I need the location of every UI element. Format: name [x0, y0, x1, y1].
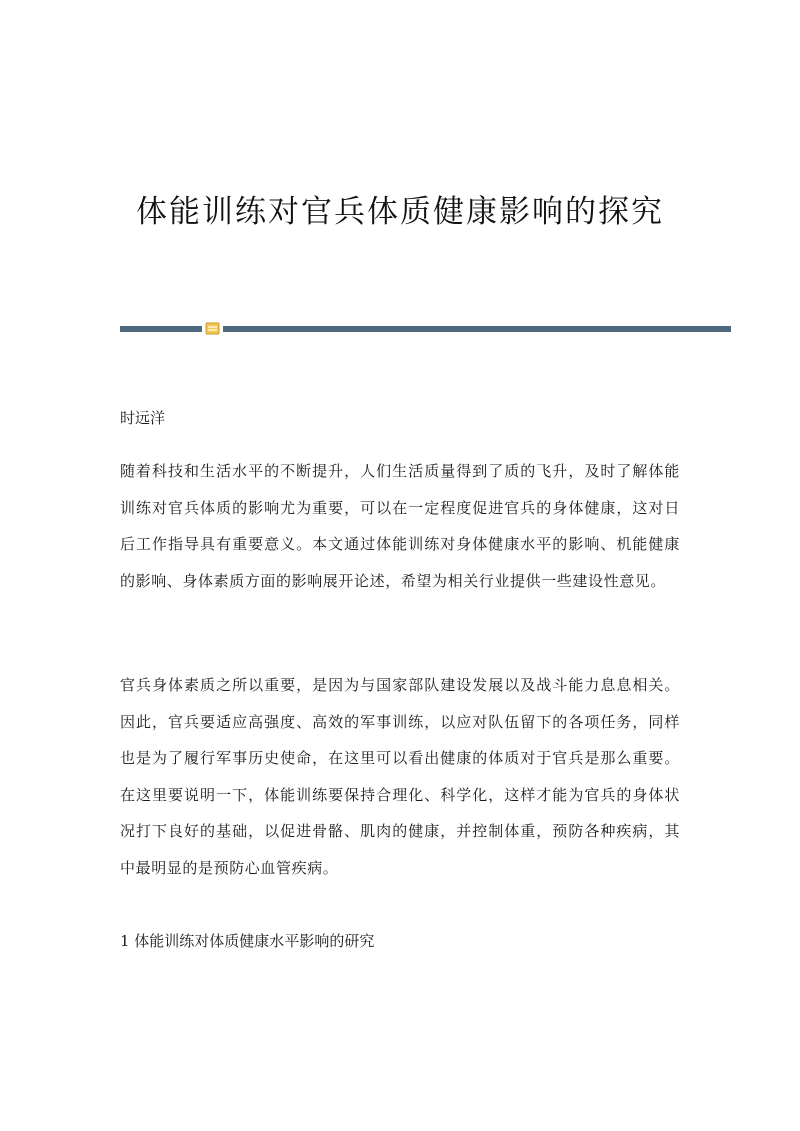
title-divider-left	[120, 326, 202, 332]
document-icon	[205, 322, 220, 335]
section-heading: 1 体能训练对体质健康水平影响的研究	[120, 932, 375, 950]
abstract-paragraph: 随着科技和生活水平的不断提升，人们生活质量得到了质的飞升，及时了解体能训练对官兵体质的影响尤为重要，可以在一定程度促进官兵的身体健康，这对日后工作指导具有重要意义。本文通过体能训练对身体健康水平的影响、机能健康的影响、身体素质方面的影响展开论述，希望为相关行业提供一些建设性意见。	[120, 462, 680, 590]
title-divider-right	[223, 326, 731, 332]
author-name: 时远洋	[120, 409, 166, 427]
page-title: 体能训练对官兵体质健康影响的探究	[136, 194, 664, 230]
body-paragraph: 官兵身体素质之所以重要，是因为与国家部队建设发展以及战斗能力息息相关。因此，官兵要适应高强度、高效的军事训练，以应对队伍留下的各项任务，同样也是为了履行军事历史使命，在这里可以看出健康的体质对于官兵是那么重要。在这里要说明一下，体能训练要保持合理化、科学化，这样才能为官兵的身体状况打下良好的基础，以促进骨骼、肌肉的健康，并控制体重，预防各种疾病，其中最明显的是预防心血管疾病。	[120, 676, 680, 877]
